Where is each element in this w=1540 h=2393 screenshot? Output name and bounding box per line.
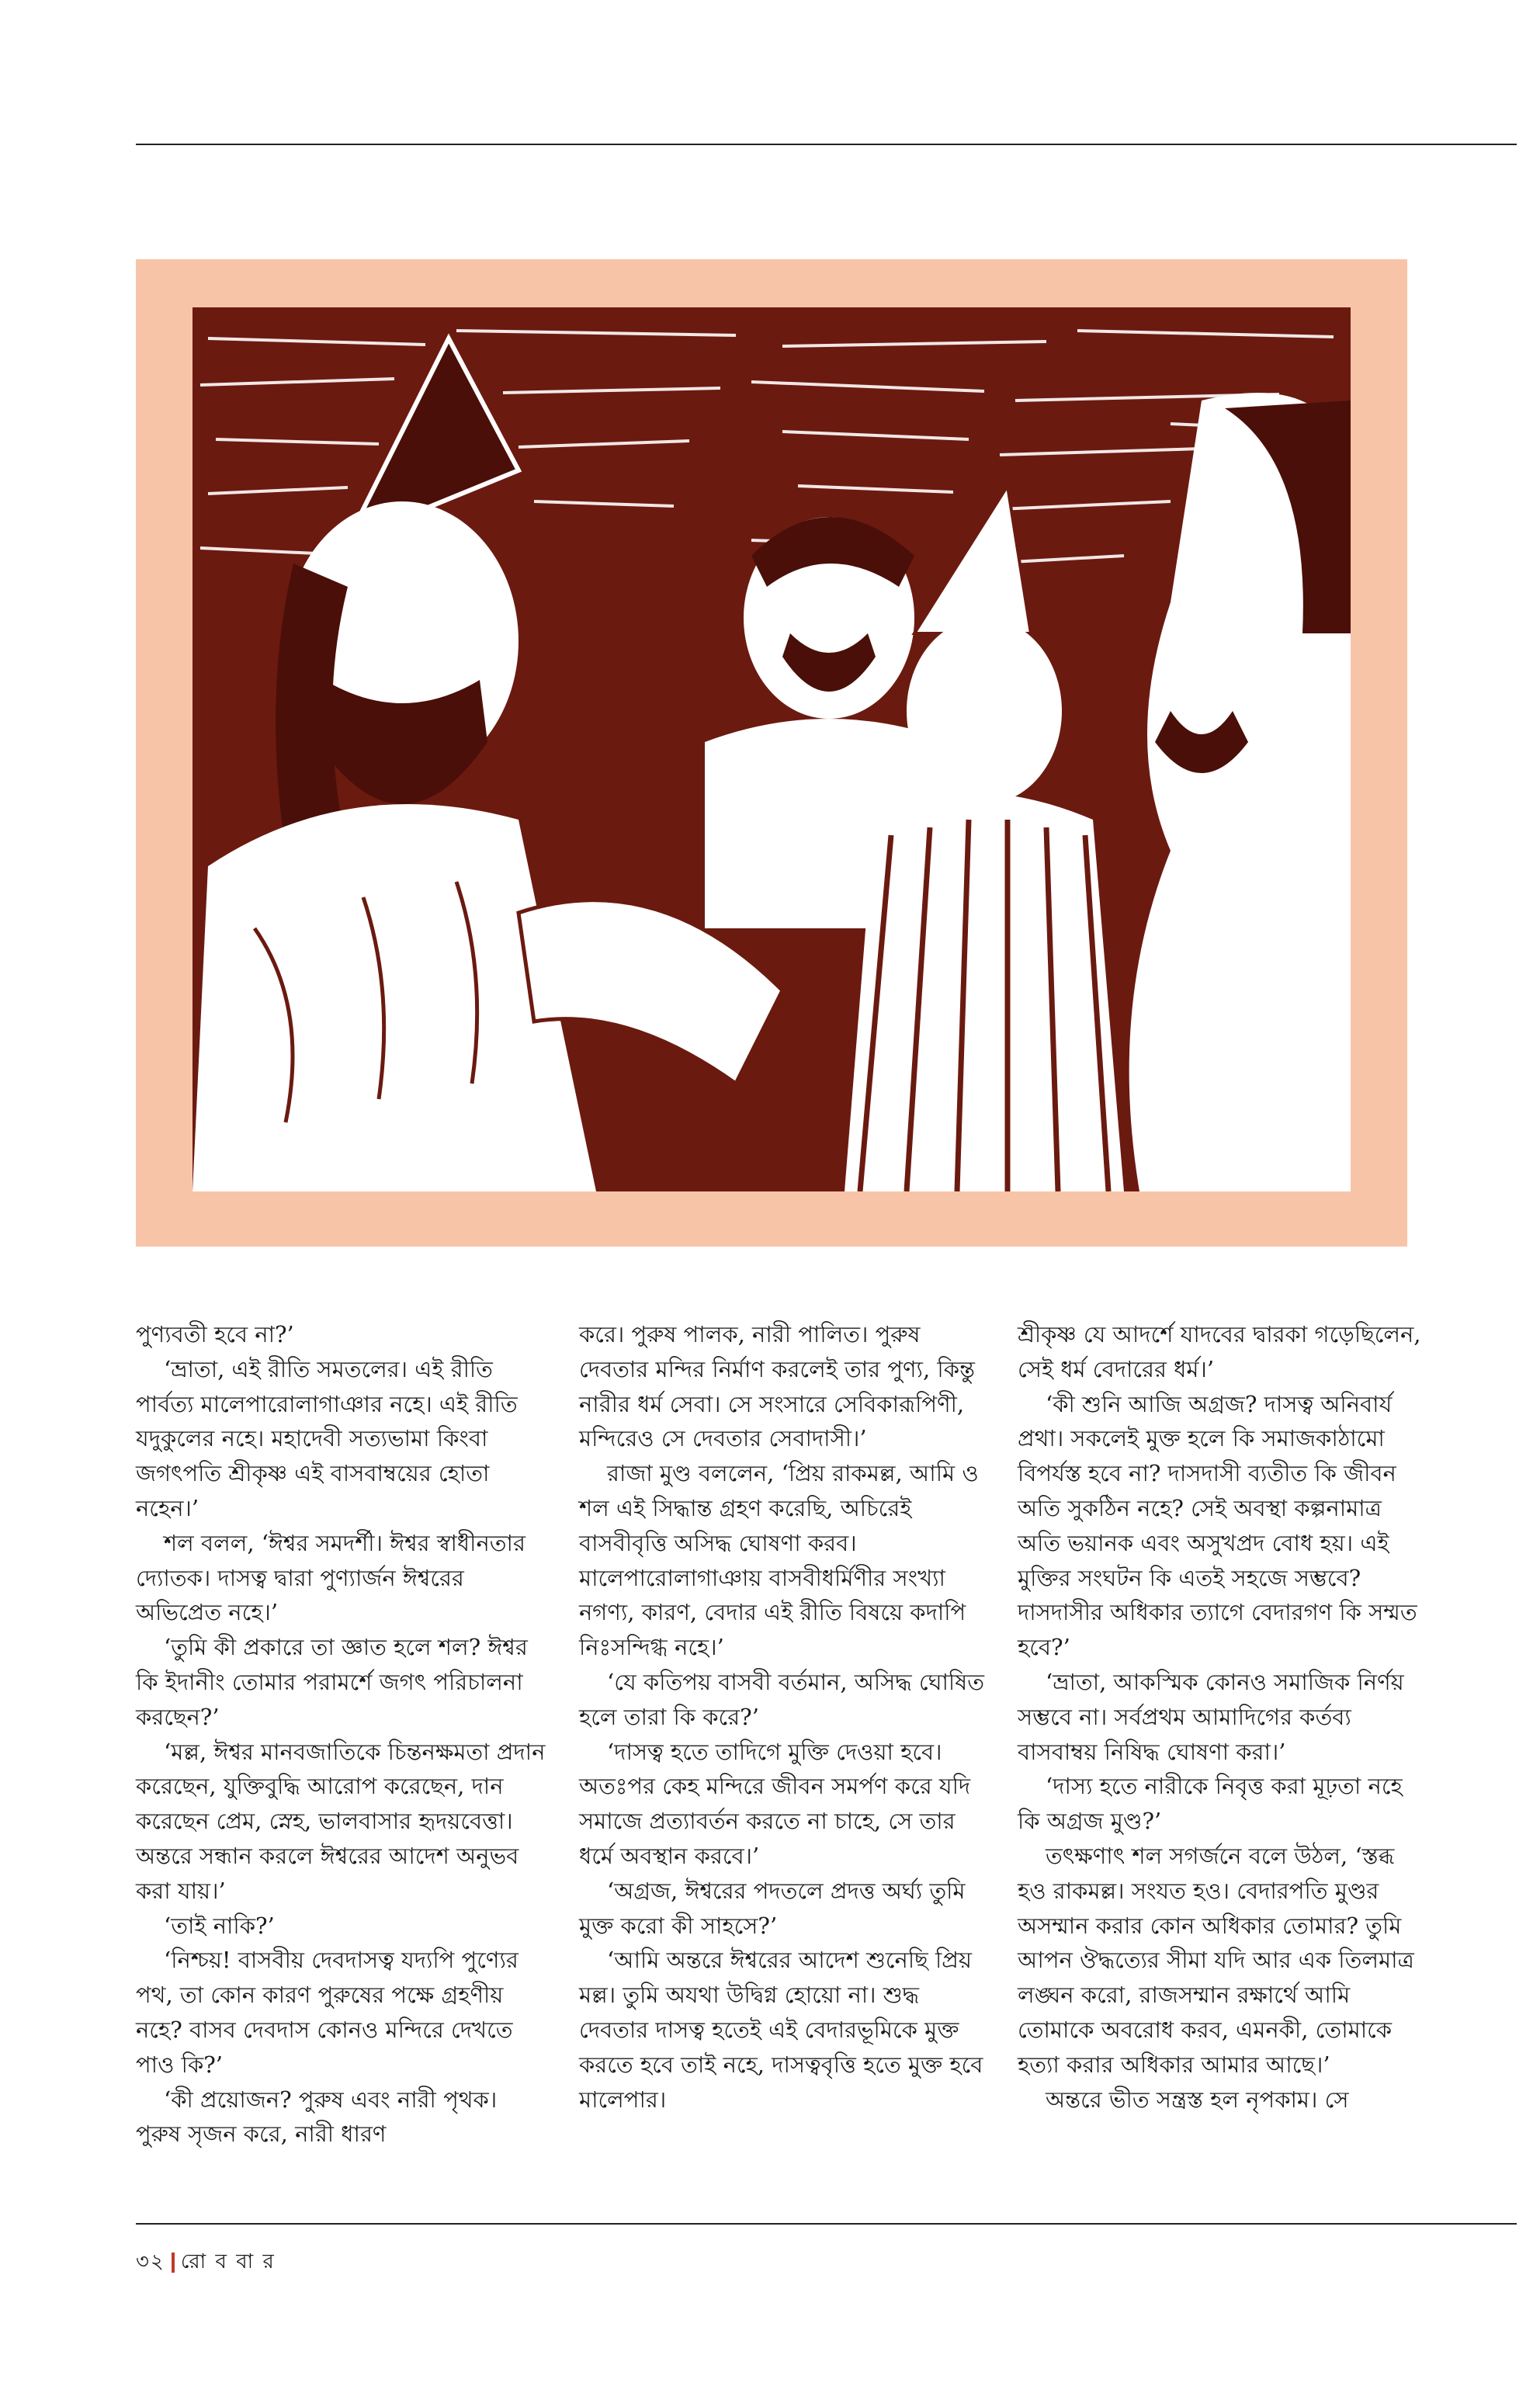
article-paragraph: শ্রীকৃষ্ণ যে আদর্শে যাদবের দ্বারকা গড়েছিলেন, সেই ধর্ম বেদারের ধর্ম।’ xyxy=(1018,1321,1421,1382)
header-rule xyxy=(136,144,1517,145)
article-paragraph: ‘দাস্য হতে নারীকে নিবৃত্ত করা মূঢ়তা নহে কি অগ্রজ মুণ্ড?’ xyxy=(1018,1773,1403,1835)
article-paragraph: করে। পুরুষ পালক, নারী পালিত। পুরুষ দেবতার মন্দির নির্মাণ করলেই তার পুণ্য, কিন্তু নারীর ধর্ম সেবা। সে সংসারে সেবিকারূপিণী, মন্দিরেও সে দেবতার সেবাদাসী।’ xyxy=(579,1321,975,1452)
text-column-1 xyxy=(136,1317,547,2152)
footer-divider xyxy=(172,2253,175,2273)
article-paragraph: ‘অগ্রজ, ঈশ্বরের পদতলে প্রদত্ত অর্ঘ্য তুমি মুক্ত করো কী সাহসে?’ xyxy=(579,1877,966,1939)
article-paragraph: ‘নিশ্চয়! বাসবীয় দেবদাসত্ব যদ্যপি পুণ্যের পথ, তা কোন কারণ পুরুষের পক্ষে গ্রহণীয় নহে? বাসব দেবদাস কোনও মন্দিরে দেখতে পাও কি?’ xyxy=(136,1947,519,2078)
text-column-3 xyxy=(1018,1317,1429,2117)
article-paragraph: ‘কী শুনি আজি অগ্রজ? দাসত্ব অনিবার্য প্রথা। সকলেই মুক্ত হলে কি সমাজকাঠামো বিপর্যস্ত হবে না? দাসদাসী ব্যতীত কি জীবন অতি সুকঠিন নহে? সেই অবস্থা কল্পনামাত্র অতি ভয়ানক এবং অসুখপ্রদ বোধ হয়। এই মুক্তির সংঘটন কি এতই সহজে সম্ভবে? দাসদাসীর অধিকার ত্যাগে বেদারগণ কি সম্মত হবে?’ xyxy=(1018,1390,1417,1661)
woodcut-illustration xyxy=(192,307,1351,1191)
article-paragraph: ‘কী প্রয়োজন? পুরুষ এবং নারী পৃথক। পুরুষ সৃজন করে, নারী ধারণ xyxy=(136,2086,498,2148)
article-paragraph: রাজা মুণ্ড বললেন, ‘প্রিয় রাকমল্ল, আমি ও শল এই সিদ্ধান্ত গ্রহণ করেছি, অচিরেই বাসবীবৃত্তি অসিদ্ধ ঘোষণা করব। মালেপারোলাগাঞায় বাসবীধর্মিণীর সংখ্যা নগণ্য, কারণ, বেদার এই রীতি বিষয়ে কদাপি নিঃসন্দিগ্ধ নহে।’ xyxy=(579,1460,979,1661)
article-paragraph: ‘যে কতিপয় বাসবী বর্তমান, অসিদ্ধ ঘোষিত হলে তারা কি করে?’ xyxy=(579,1668,984,1730)
article-paragraph: ‘তাই নাকি?’ xyxy=(164,1912,275,1939)
article-paragraph: অন্তরে ভীত সন্ত্রস্ত হল নৃপকাম। সে xyxy=(1046,2086,1349,2113)
text-column-2 xyxy=(579,1317,990,2117)
footer-rule xyxy=(136,2223,1517,2225)
illustration-frame xyxy=(136,259,1407,1247)
article-paragraph: ‘মল্ল, ঈশ্বর মানবজাতিকে চিন্তনক্ষমতা প্রদান করেছেন, যুক্তিবুদ্ধি আরোপ করেছেন, দান করেছেন প্রেম, স্নেহ, ভালবাসার হৃদয়বেত্তা। অন্তরে সন্ধান করলে ঈশ্বরের আদেশ অনুভব করা যায়।’ xyxy=(136,1738,546,1904)
article-paragraph: শল বলল, ‘ঈশ্বর সমদর্শী। ঈশ্বর স্বাধীনতার দ্যোতক। দাসত্ব দ্বারা পুণ্যার্জন ঈশ্বরের অভিপ্রেত নহে।’ xyxy=(136,1529,525,1626)
illustration-image xyxy=(192,307,1351,1191)
page-footer xyxy=(136,2246,276,2280)
article-paragraph: ‘ভ্রাতা, এই রীতি সমতলের। এই রীতি পার্বত্য মালেপারোলাগাঞার নহে। এই রীতি যদুকুলের নহে। মহাদেবী সত্যভামা কিংবা জগৎপতি শ্রীকৃষ্ণ এই বাসবাম্বয়ের হোতা নহেন।’ xyxy=(136,1355,518,1521)
article-paragraph: পুণ্যবতী হবে না?’ xyxy=(136,1321,294,1347)
article-paragraph: তৎক্ষণাৎ শল সগর্জনে বলে উঠল, ‘স্তব্ধ হও রাকমল্ল। সংযত হও। বেদারপতি মুণ্ডর অসম্মান করার কোন অধিকার তোমার? তুমি আপন ঔদ্ধত্যের সীমা যদি আর এক তিলমাত্র লঙ্ঘন করো, রাজসম্মান রক্ষার্থে আমি তোমাকে অবরোধ করব, এমনকী, তোমাকে হত্যা করার অধিকার আমার আছে।’ xyxy=(1018,1842,1414,2078)
article-paragraph: ‘ভ্রাতা, আকস্মিক কোনও সমাজিক নির্ণয় সম্ভবে না। সর্বপ্রথম আমাদিগের কর্তব্য বাসবাম্বয় নিষিদ্ধ ঘোষণা করা।’ xyxy=(1018,1668,1404,1765)
article-paragraph: ‘দাসত্ব হতে তাদিগে মুক্তি দেওয়া হবে। অতঃপর কেহ মন্দিরে জীবন সমর্পণ করে যদি সমাজে প্রত্যাবর্তন করতে না চাহে, সে তার ধর্মে অবস্থান করবে।’ xyxy=(579,1738,971,1869)
article-paragraph: ‘আমি অন্তরে ঈশ্বরের আদেশ শুনেছি প্রিয় মল্ল। তুমি অযথা উদ্বিগ্ন হোয়ো না। শুদ্ধ দেবতার দাসত্ব হতেই এই বেদারভূমিকে মুক্ত করতে হবে তাই নহে, দাসত্ববৃত্তি হতে মুক্ত হবে মালেপার। xyxy=(579,1947,983,2113)
magazine-name: রো ব বা র xyxy=(180,2250,276,2273)
article-paragraph: ‘তুমি কী প্রকারে তা জ্ঞাত হলে শল? ঈশ্বর কি ইদানীং তোমার পরামর্শে জগৎ পরিচালনা করছেন?’ xyxy=(136,1634,528,1730)
page-number: ৩২ xyxy=(136,2250,165,2273)
